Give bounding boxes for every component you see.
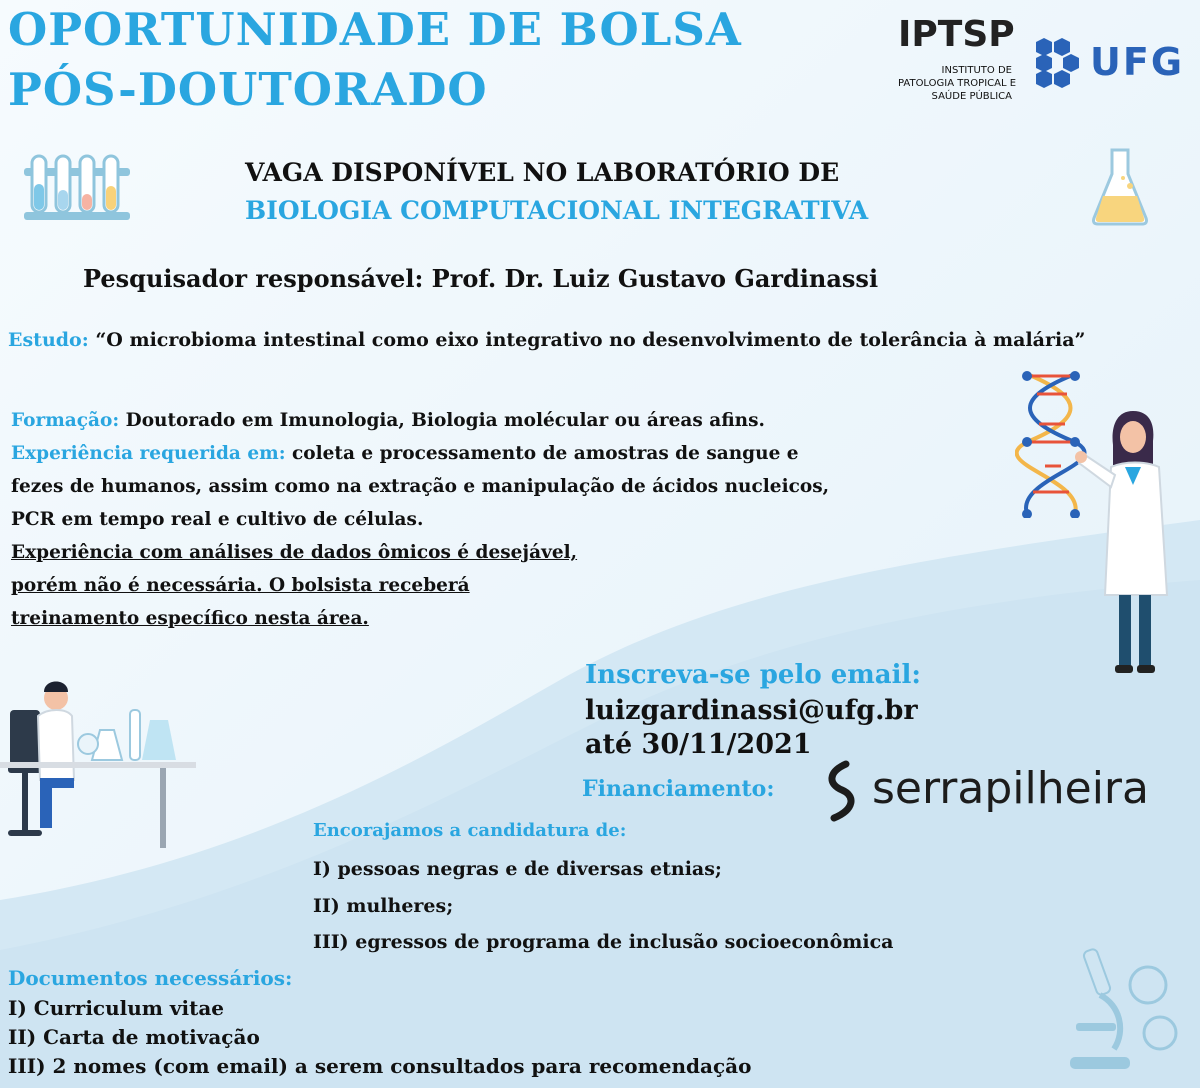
experience-text-1: coleta e processamento de amostras de sangue e xyxy=(292,443,799,464)
document-item-3: III) 2 nomes (com email) a serem consultados para recomendação xyxy=(8,1054,752,1078)
apply-email[interactable]: luizgardinassi@ufg.br xyxy=(585,695,918,726)
iptsp-logo xyxy=(898,14,1017,103)
apply-heading: Inscreva-se pelo email: xyxy=(585,660,921,690)
formacao-text: Doutorado em Imunologia, Biologia molécular ou áreas afins. xyxy=(125,410,765,431)
experience-label: Experiência requerida em: xyxy=(11,443,286,464)
microscope-icon xyxy=(1060,945,1180,1075)
desirable-line-2: porém não é necessária. O bolsista receberá xyxy=(11,575,470,596)
title-line-1: OPORTUNIDADE DE BOLSA xyxy=(8,3,742,56)
document-item-2: II) Carta de motivação xyxy=(8,1025,260,1049)
encourage-item-2: II) mulheres; xyxy=(313,895,454,917)
study xyxy=(8,329,1085,351)
page-title xyxy=(8,4,742,116)
formacao-label: Formação: xyxy=(11,410,120,431)
ufg-name: UFG xyxy=(1090,40,1185,84)
requirements xyxy=(11,404,829,635)
scientist-woman-illustration xyxy=(1075,405,1185,680)
ufg-hexagon-icon xyxy=(1030,34,1090,92)
scientist-lab-illustration xyxy=(0,670,200,860)
iptsp-subtitle-1: INSTITUTO DE xyxy=(941,65,1012,76)
encourage-heading: Encorajamos a candidatura de: xyxy=(313,820,627,841)
serrapilheira-logo-text: serrapilheira xyxy=(872,763,1149,814)
documents-heading: Documentos necessários: xyxy=(8,966,293,990)
iptsp-subtitle-2: PATOLOGIA TROPICAL E xyxy=(898,78,1017,89)
study-text: “O microbioma intestinal como eixo integrativo no desenvolvimento de tolerância à malária” xyxy=(95,329,1086,351)
document-item-1: I) Curriculum vitae xyxy=(8,996,225,1020)
researcher: Pesquisador responsável: Prof. Dr. Luiz Gustavo Gardinassi xyxy=(83,264,879,293)
title-line-2: PÓS-DOUTORADO xyxy=(8,63,488,116)
study-label: Estudo: xyxy=(8,329,89,351)
formacao-line xyxy=(11,404,829,437)
test-tubes-icon xyxy=(20,150,135,225)
vaga-line-2: BIOLOGIA COMPUTACIONAL INTEGRATIVA xyxy=(245,196,869,225)
encourage-item-3: III) egressos de programa de inclusão socioeconômica xyxy=(313,931,894,953)
funding-label: Financiamento: xyxy=(582,776,775,802)
encourage-item-1: I) pessoas negras e de diversas etnias; xyxy=(313,858,722,880)
apply-deadline: até 30/11/2021 xyxy=(585,729,812,760)
serrapilheira-logo-icon xyxy=(820,760,860,822)
desirable-line-1: Experiência com análises de dados ômicos é desejável, xyxy=(11,542,578,563)
vaga-line-1: VAGA DISPONÍVEL NO LABORATÓRIO DE xyxy=(245,158,840,187)
experience-text-3: PCR em tempo real e cultivo de células. xyxy=(11,509,424,530)
iptsp-subtitle-3: SAÚDE PÚBLICA xyxy=(931,91,1012,102)
experience-text-2: fezes de humanos, assim como na extração e manipulação de ácidos nucleicos, xyxy=(11,476,830,497)
experience-line-1 xyxy=(11,437,829,470)
desirable-line-3: treinamento específico nesta área. xyxy=(11,608,369,629)
iptsp-name: IPTSP xyxy=(898,14,1015,55)
flask-icon xyxy=(1090,146,1150,226)
